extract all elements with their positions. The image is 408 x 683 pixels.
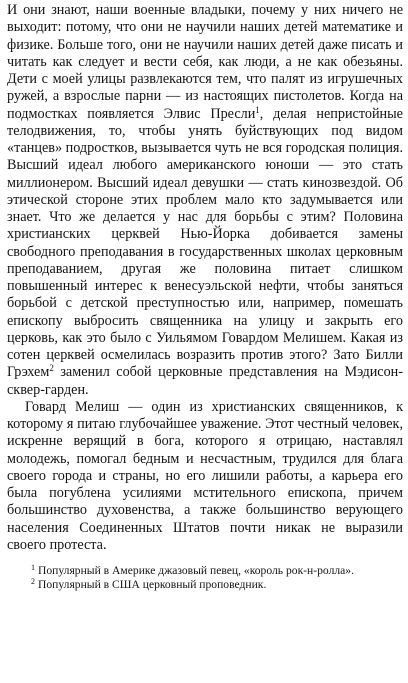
footnote-text: Популярный в США церковный проповедник.	[38, 578, 267, 592]
paragraph-text: , делая непристойные телодвижения, то, чтобы унять буйствующих под видом «танцев» подростков, вызывается чуть не вся городская полиция. Высший идеал любого американского юноши — это стать миллионером. Высший идеал девушки — стать кинозвездой. Об этической стороне этих проблем мало кто задумывается или знает. Что же делается у нас для борьбы с этим? Половина христианских церквей Нью-Йорка добивается замены свободного преподавания в государственных школах церковным преподаванием, другая же половина питает слишком повышенный интерес к венесуэльской нефти, чтобы заняться борьбой с детской преступностью или, например, помешать епископу выбросить священника на улицу и закрыть его церковь, как это было с Уильямом Говардом Мелишем. Какая из сотен церквей осмелилась возразить против этого? Зато Билли Грэхем	[7, 105, 403, 381]
paragraph-text: И они знают, наши военные владыки, почему у них ничего не выходит: потому, что они не научили наших детей математике и физике. Больше того, они не научили наших детей даже писать и читать как следует и вести себя, как люди, а не как обезьяны. Дети с моей улицы развлекаются тем, что палят из игрушечных ружей, а взрослые парни — из настоящих пистолетов. Когда на подмостках появляется Элвис Пресли	[7, 2, 403, 122]
footnote-2	[7, 578, 403, 592]
book-page	[7, 2, 403, 593]
footnote-1	[7, 564, 403, 578]
footnote-number: 1	[31, 563, 35, 572]
body-paragraph: Говард Мелиш — один из христианских священников, к которому я питаю глубочайшее уважение. Этот честный человек, искренне верящий в бога, которого я отрицаю, наставлял молодежь, помогал бедным и несчастным, трудился для блага своего города и страны, но его лишили работы, а карьера его была погублена усилиями мстительного епископа, причем большинство духовенства, а также большинство верующего населения Соединенных Штатов почти никак не выразили своего протеста.	[7, 398, 403, 553]
footnote-text: Популярный в Америке джазовый певец, «король рок-н-ролла».	[38, 564, 354, 577]
footnote-ref-1: 1	[255, 104, 260, 115]
footnotes	[7, 564, 403, 593]
body-paragraph	[7, 2, 403, 399]
paragraph-text: заменил собой церковные представления на Мэдисон-сквер-гарден.	[7, 364, 403, 398]
footnote-ref-2: 2	[49, 363, 54, 374]
footnote-number: 2	[31, 577, 35, 587]
